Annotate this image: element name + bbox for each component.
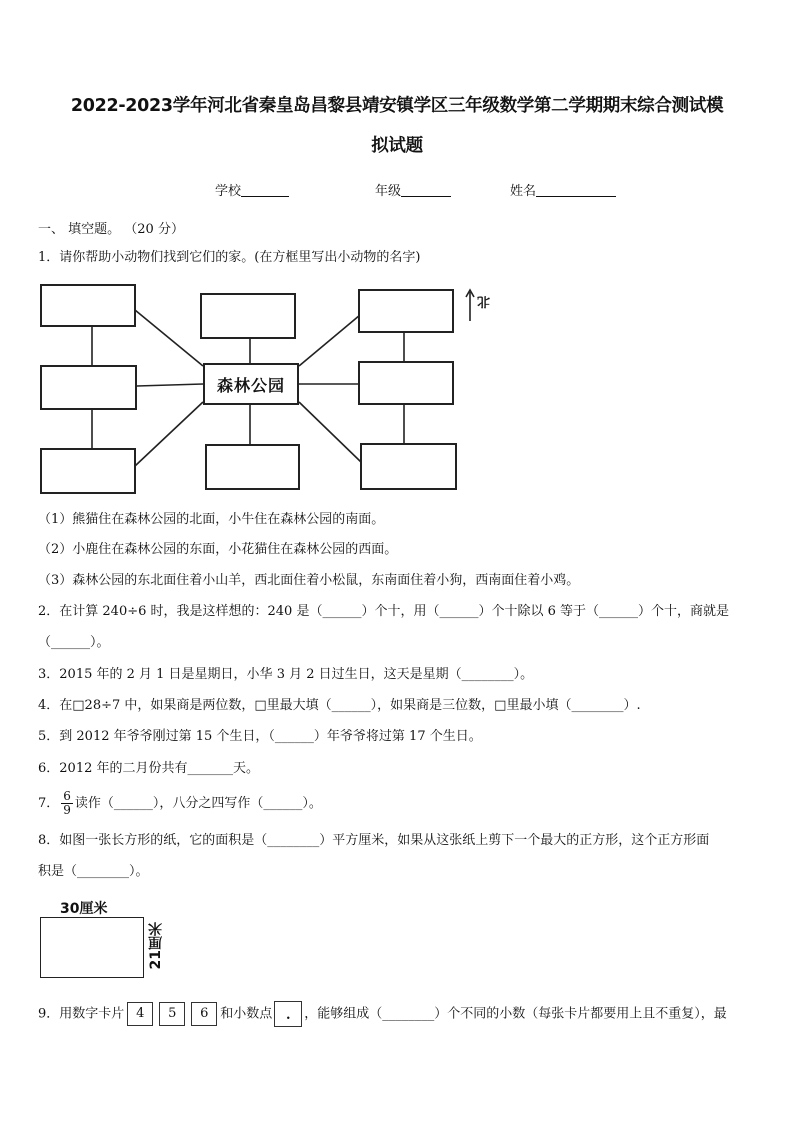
- home-box-south[interactable]: [205, 444, 300, 490]
- question-3: 3．2015 年的 2 月 1 日是星期日，小华 3 月 2 日过生日，这天是星期（________）。: [38, 667, 534, 682]
- digit-card: 4: [127, 1002, 153, 1026]
- home-box-southeast[interactable]: [360, 443, 457, 490]
- question-7: 7． $\frac{6}{9}$ 读作（______），八分之四写作（______）。: [38, 789, 322, 817]
- question-6: 6．2012 年的二月份共有_______天。: [38, 761, 259, 776]
- rectangle-figure: [40, 917, 144, 978]
- north-arrow-icon: [464, 288, 476, 322]
- fraction: $\frac{6}{9}$: [63, 789, 71, 817]
- question-5: 5．到 2012 年爷爷刚过第 15 个生日，（______）年爷爷将过第 17 个生日。: [38, 729, 482, 744]
- question-8-line-1: 8．如图一张长方形的纸，它的面积是（________）平方厘米，如果从这张纸上剪下一个最大的正方形，这个正方形面: [38, 833, 710, 848]
- digit-card: 5: [159, 1002, 185, 1026]
- rect-width-label: 21厘米: [148, 922, 164, 970]
- home-box-east[interactable]: [358, 361, 454, 405]
- question-2-line-1: 2．在计算 240÷6 时，我是这样想的：240 是（______）个十，用（______）个十除以 6 等于（______）个十，商就是: [38, 604, 729, 619]
- connector-lines: [0, 0, 794, 520]
- home-box-west[interactable]: [40, 365, 137, 410]
- school-label: 学校: [215, 184, 242, 199]
- home-box-northwest[interactable]: [40, 284, 136, 327]
- north-label: 北: [478, 296, 493, 309]
- clue-1: （1）熊猫住在森林公园的北面，小牛住在森林公园的南面。: [38, 512, 385, 527]
- home-box-southwest[interactable]: [40, 448, 136, 494]
- decimal-point-card: .: [274, 1001, 302, 1027]
- digit-card: 6: [191, 1002, 217, 1026]
- question-8-line-2: 积是（________）。: [38, 864, 149, 879]
- question-4: 4．在□28÷7 中，如果商是两位数，□里最大填（______），如果商是三位数，□里最小填（________）.: [38, 698, 641, 713]
- title-line-1: 2022-2023学年河北省秦皇岛昌黎县靖安镇学区三年级数学第二学期期末综合测试模: [70, 96, 724, 116]
- question-1: 1．请你帮助小动物们找到它们的家。(在方框里写出小动物的名字): [38, 250, 421, 265]
- forest-park-label: 森林公园: [203, 363, 299, 405]
- home-box-northeast[interactable]: [358, 289, 454, 333]
- home-box-north[interactable]: [200, 293, 296, 339]
- section-heading: 一、 填空题。 （20 分）: [38, 222, 184, 237]
- question-9: 9．用数字卡片 4 5 6 和小数点 . ，能够组成（________）个不同的小数（每张卡片都要用上且不重复），最: [38, 1001, 762, 1028]
- rect-length-label: 30厘米: [60, 901, 108, 917]
- question-2-line-2: （______）。: [38, 635, 110, 650]
- grade-label: 年级: [375, 184, 402, 199]
- title-line-2: 拟试题: [371, 136, 423, 156]
- clue-3: （3）森林公园的东北面住着小山羊，西北面住着小松鼠，东南面住着小狗，西南面住着小鸡。: [38, 573, 580, 588]
- clue-2: （2）小鹿住在森林公园的东面，小花猫住在森林公园的西面。: [38, 542, 398, 557]
- name-label: 姓名: [510, 184, 537, 199]
